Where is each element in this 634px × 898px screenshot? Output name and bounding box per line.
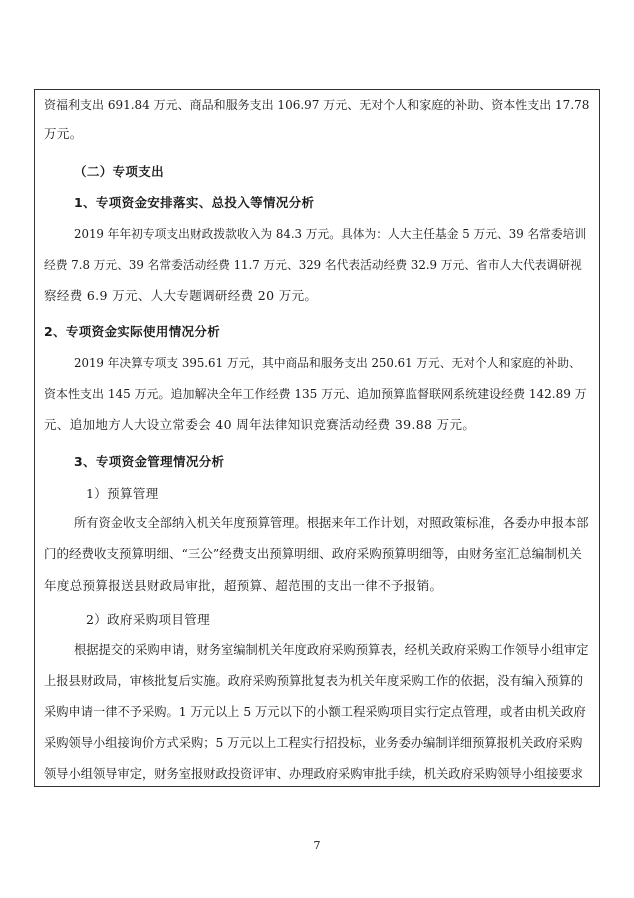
text-line: 所有资金收支全部纳入机关年度预算管理。根据来年工作计划，对照政策标准，各委办申报本部 [74, 516, 589, 530]
text-line: 2019 年决算专项支 395.61 万元，其中商品和服务支出 250.61 万元、无对个人和家庭的补助、 [74, 356, 581, 370]
section-heading: （二）专项支出 [74, 164, 164, 179]
text-line: 采购领导小组接询价方式采购；5 万元以上工程实行招投标，业务委办编制详细预算报机关政府采购 [44, 736, 583, 750]
text-line: 2019 年年初专项支出财政拨款收入为 84.3 万元。具体为：人大主任基金 5 万元、39 名常委培训 [74, 227, 587, 241]
sub-item-heading: 2）政府采购项目管理 [86, 612, 210, 627]
text-line: 察经费 6.9 万元、人大专题调研经费 20 万元。 [44, 288, 318, 303]
text-line: 万元。 [44, 126, 83, 141]
subsection-heading: 2、专项资金实际使用情况分析 [44, 324, 221, 339]
text-line: 根据提交的采购申请，财务室编制机关年度政府采购预算表，经机关政府采购工作领导小组审定 [74, 643, 589, 657]
text-line: 领导小组领导审定，财务室报财政投资评审、办理政府采购审批手续，机关政府采购领导小组接要求 [44, 767, 583, 781]
text-line: 年度总预算报送县财政局审批，超预算、超范围的支出一律不予报销。 [44, 578, 443, 593]
text-line: 上报县财政局，审核批复后实施。政府采购预算批复表为机关年度采购工作的依据，没有编入预算的 [44, 674, 583, 688]
subsection-heading: 1、专项资金安排落实、总投入等情况分析 [74, 195, 315, 210]
text-line: 资福利支出 691.84 万元、商品和服务支出 106.97 万元、无对个人和家庭的补助、资本性支出 17.78 [44, 98, 590, 112]
subsection-heading: 3、专项资金管理情况分析 [74, 454, 225, 469]
text-line: 采购申请一律不予采购。1 万元以上 5 万元以下的小额工程采购项目实行定点管理，或者由机关政府 [44, 705, 586, 719]
text-line: 经费 7.8 万元、39 名常委活动经费 11.7 万元、329 名代表活动经费 32.9 万元、省市人大代表调研视 [44, 258, 582, 272]
sub-item-heading: 1）预算管理 [86, 486, 159, 501]
text-line: 元、追加地方人大设立常委会 40 周年法律知识竞赛活动经费 39.88 万元。 [44, 417, 476, 432]
page-number: 7 [313, 839, 321, 852]
text-line: 资本性支出 145 万元。追加解决全年工作经费 135 万元、追加预算监督联网系统建设经费 142.89 万 [44, 387, 587, 401]
text-line: 门的经费收支预算明细、“三公”经费支出预算明细、政府采购预算明细等，由财务室汇总编制机关 [44, 546, 582, 561]
